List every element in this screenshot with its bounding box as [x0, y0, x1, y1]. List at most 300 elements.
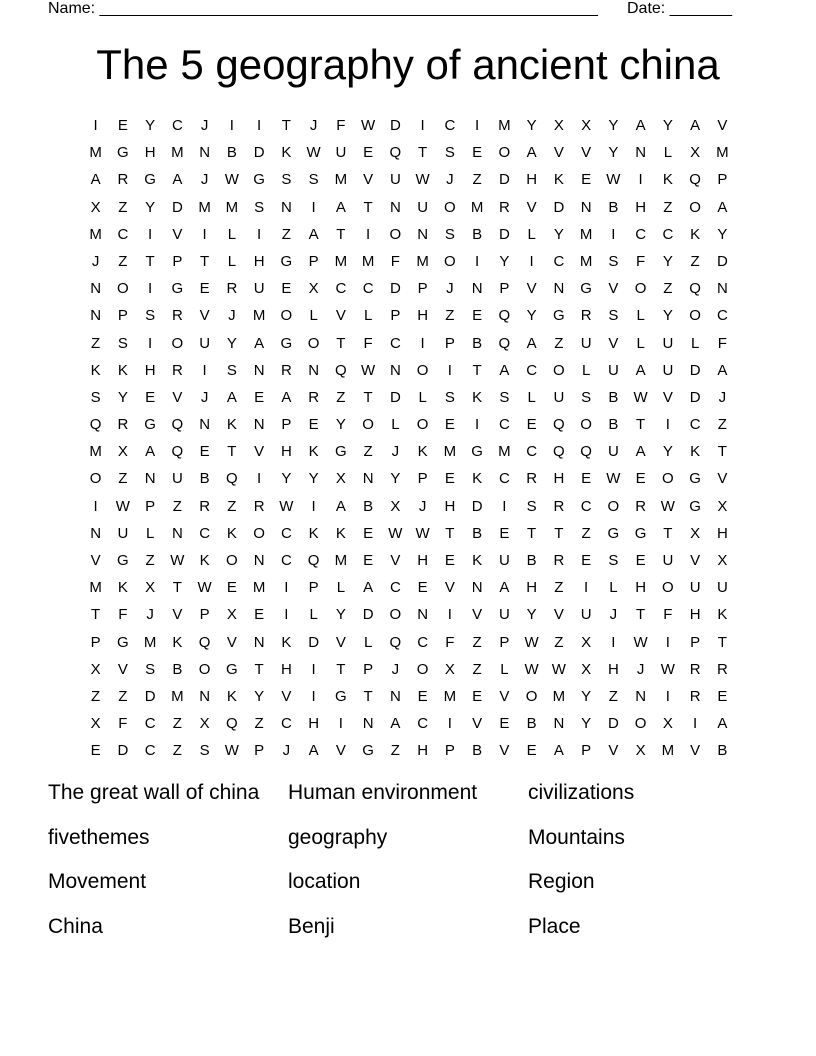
grid-letter: B	[226, 144, 237, 162]
grid-letter: W	[224, 742, 239, 760]
grid-letter: F	[636, 252, 646, 270]
letter-grid	[82, 112, 736, 765]
grid-letter: C	[716, 307, 728, 325]
grid-letter: V	[226, 633, 237, 651]
grid-letter: E	[117, 117, 128, 134]
grid-letter: O	[198, 660, 211, 678]
word-bank-item: Region	[528, 870, 595, 894]
grid-letter: T	[636, 606, 646, 624]
grid-letter: K	[690, 443, 701, 461]
grid-letter: S	[608, 252, 619, 270]
grid-letter: I	[284, 606, 289, 624]
grid-letter: A	[145, 443, 156, 461]
grid-letter: Q	[498, 334, 511, 352]
grid-letter: Z	[390, 742, 400, 760]
grid-letter: I	[529, 252, 534, 270]
grid-letter: P	[417, 280, 428, 298]
grid-letter: V	[526, 198, 537, 216]
grid-letter: W	[306, 144, 321, 162]
grid-letter: W	[170, 552, 185, 569]
grid-letter: Z	[663, 280, 673, 298]
grid-letter: P	[199, 606, 210, 624]
grid-letter: N	[253, 416, 265, 434]
grid-letter: K	[417, 443, 428, 461]
grid-letter: K	[662, 171, 673, 189]
grid-letter: E	[199, 443, 210, 461]
grid-letter: Q	[498, 307, 511, 325]
grid-letter: O	[580, 416, 592, 434]
grid-letter: B	[608, 388, 619, 406]
grid-letter: X	[117, 443, 128, 461]
grid-letter: R	[226, 280, 238, 298]
grid-letter: X	[717, 497, 728, 515]
grid-letter: L	[227, 225, 237, 243]
grid-letter: X	[662, 715, 673, 733]
grid-letter: M	[498, 117, 511, 134]
grid-letter: L	[391, 416, 400, 434]
word-bank-row	[48, 823, 788, 868]
grid-letter: N	[389, 687, 401, 705]
grid-letter: I	[665, 416, 670, 434]
grid-letter: C	[335, 280, 347, 298]
grid-letter: K	[717, 606, 728, 624]
grid-letter: T	[363, 198, 373, 216]
grid-letter: E	[581, 171, 592, 189]
grid-letter: B	[472, 742, 483, 760]
grid-letter: N	[280, 198, 292, 216]
grid-letter: O	[525, 687, 538, 705]
grid-letter: V	[117, 660, 128, 678]
grid-letter: I	[93, 117, 98, 134]
grid-letter: O	[444, 252, 456, 270]
grid-letter: Z	[690, 252, 700, 270]
grid-letter: A	[635, 361, 646, 379]
grid-letter: K	[281, 633, 292, 651]
grid-letter: I	[148, 280, 153, 298]
grid-letter: T	[717, 633, 727, 651]
grid-letter: P	[690, 633, 701, 651]
grid-letter: Q	[198, 633, 211, 651]
grid-letter: D	[389, 280, 401, 298]
grid-letter: R	[580, 307, 592, 325]
grid-letter: K	[472, 388, 483, 406]
grid-letter: E	[472, 687, 483, 705]
grid-letter: C	[689, 416, 701, 434]
grid-letter: P	[717, 171, 728, 189]
grid-letter: E	[308, 416, 319, 434]
grid-letter: L	[609, 579, 618, 597]
grid-letter: E	[444, 470, 455, 488]
grid-letter: L	[690, 334, 700, 352]
grid-letter: A	[717, 715, 728, 733]
grid-letter: N	[716, 280, 728, 298]
grid-letter: X	[90, 198, 101, 216]
grid-letter: M	[498, 443, 511, 461]
grid-letter: W	[524, 660, 539, 678]
grid-letter: V	[281, 687, 292, 705]
grid-letter: Z	[118, 687, 128, 705]
grid-letter: U	[417, 198, 429, 216]
grid-letter: W	[361, 117, 376, 134]
grid-letter: W	[660, 497, 675, 515]
grid-letter: E	[226, 579, 237, 597]
grid-letter: O	[362, 416, 374, 434]
grid-letter: S	[444, 388, 455, 406]
grid-letter: P	[444, 334, 455, 352]
grid-letter: C	[662, 225, 674, 243]
grid-letter: T	[663, 524, 673, 542]
grid-letter: S	[145, 307, 156, 325]
grid-letter: M	[579, 225, 593, 243]
grid-letter: V	[717, 470, 728, 488]
grid-letter: Z	[472, 633, 482, 651]
grid-letter: S	[444, 144, 455, 162]
grid-letter: D	[253, 144, 265, 162]
grid-letter: J	[282, 742, 291, 760]
grid-letter: M	[470, 198, 484, 216]
grid-letter: J	[200, 171, 209, 189]
grid-letter: S	[308, 171, 319, 189]
grid-letter: I	[93, 497, 98, 515]
grid-letter: P	[444, 742, 455, 760]
grid-letter: I	[366, 225, 371, 243]
grid-letter: T	[636, 416, 646, 434]
grid-letter: M	[143, 633, 157, 651]
grid-letter: J	[309, 117, 318, 134]
grid-letter: H	[417, 552, 429, 569]
grid-letter: Z	[445, 307, 455, 325]
grid-letter: Q	[389, 144, 402, 162]
grid-letter: B	[472, 524, 483, 542]
grid-letter: A	[499, 579, 510, 597]
grid-letter: T	[363, 388, 373, 406]
grid-letter: G	[280, 252, 293, 270]
grid-letter: R	[280, 361, 292, 379]
grid-letter: Y	[145, 117, 156, 134]
grid-letter: U	[199, 334, 211, 352]
grid-letter: N	[199, 416, 211, 434]
grid-letter: Q	[171, 443, 184, 461]
grid-letter: X	[90, 715, 101, 733]
grid-letter: U	[498, 606, 510, 624]
grid-letter: A	[254, 334, 265, 352]
grid-letter: X	[226, 606, 237, 624]
grid-letter: G	[362, 742, 374, 760]
grid-row	[82, 248, 736, 275]
grid-letter: H	[280, 443, 292, 461]
grid-letter: U	[662, 361, 674, 379]
grid-row	[82, 275, 736, 302]
grid-letter: Z	[717, 416, 727, 434]
grid-letter: Z	[145, 552, 155, 569]
grid-letter: L	[663, 144, 673, 162]
grid-letter: C	[553, 252, 565, 270]
grid-letter: I	[611, 633, 616, 651]
grid-row	[82, 221, 736, 248]
grid-letter: M	[443, 443, 457, 461]
grid-letter: Y	[662, 443, 673, 461]
grid-letter: L	[636, 334, 645, 352]
grid-letter: R	[526, 470, 538, 488]
grid-letter: N	[171, 524, 183, 542]
grid-letter: I	[229, 117, 234, 134]
grid-letter: R	[716, 660, 728, 678]
word-bank-item: Mountains	[528, 825, 625, 849]
grid-letter: J	[418, 497, 427, 515]
word-bank-item: China	[48, 915, 103, 939]
grid-letter: C	[444, 117, 456, 134]
grid-letter: Y	[662, 117, 673, 134]
grid-letter: T	[227, 443, 237, 461]
word-bank-row	[48, 912, 788, 957]
grid-letter: T	[172, 579, 182, 597]
grid-letter: K	[117, 579, 128, 597]
grid-letter: E	[363, 144, 374, 162]
grid-letter: O	[689, 307, 701, 325]
grid-letter: S	[526, 497, 537, 515]
grid-letter: N	[417, 606, 429, 624]
grid-letter: W	[115, 497, 130, 515]
grid-letter: V	[199, 307, 210, 325]
grid-letter: K	[335, 524, 346, 542]
grid-letter: X	[690, 524, 701, 542]
grid-letter: P	[254, 742, 265, 760]
grid-letter: E	[444, 552, 455, 569]
grid-letter: O	[117, 280, 129, 298]
grid-letter: U	[335, 144, 347, 162]
grid-letter: T	[418, 144, 428, 162]
grid-letter: N	[90, 280, 102, 298]
grid-letter: R	[199, 497, 211, 515]
grid-letter: I	[311, 687, 316, 705]
grid-letter: H	[417, 307, 429, 325]
grid-letter: F	[445, 633, 455, 651]
grid-letter: L	[636, 307, 645, 325]
grid-letter: W	[415, 171, 430, 189]
grid-letter: X	[145, 579, 156, 597]
grid-letter: U	[662, 552, 674, 569]
grid-letter: R	[635, 497, 647, 515]
grid-letter: W	[551, 660, 566, 678]
grid-letter: G	[280, 334, 293, 352]
grid-letter: L	[363, 307, 373, 325]
grid-letter: Y	[662, 307, 673, 325]
grid-letter: Z	[118, 252, 128, 270]
grid-letter: X	[444, 660, 455, 678]
grid-letter: K	[281, 144, 292, 162]
grid-letter: H	[144, 144, 156, 162]
grid-letter: W	[279, 497, 294, 515]
grid-letter: I	[447, 606, 452, 624]
grid-letter: Y	[717, 225, 728, 243]
grid-letter: B	[608, 198, 619, 216]
grid-letter: N	[362, 470, 374, 488]
grid-letter: O	[307, 334, 320, 352]
grid-letter: Z	[363, 443, 373, 461]
grid-letter: M	[416, 252, 429, 270]
grid-letter: G	[471, 443, 483, 461]
grid-letter: H	[689, 606, 701, 624]
grid-letter: C	[199, 524, 211, 542]
grid-letter: B	[472, 334, 483, 352]
header	[48, 0, 748, 20]
grid-letter: E	[526, 416, 537, 434]
grid-letter: J	[609, 606, 618, 624]
grid-letter: W	[524, 633, 539, 651]
grid-letter: T	[445, 524, 455, 542]
grid-letter: Q	[553, 416, 565, 434]
grid-letter: Y	[581, 687, 592, 705]
grid-letter: M	[252, 579, 266, 597]
grid-letter: X	[199, 715, 210, 733]
grid-letter: R	[308, 388, 320, 406]
grid-letter: J	[228, 307, 236, 325]
grid-letter: G	[117, 552, 129, 569]
grid-letter: I	[257, 470, 262, 488]
grid-letter: X	[335, 470, 346, 488]
grid-letter: V	[335, 307, 346, 325]
grid-letter: I	[475, 252, 480, 270]
grid-letter: E	[363, 524, 374, 542]
grid-letter: T	[336, 660, 346, 678]
grid-letter: Y	[335, 606, 346, 624]
grid-row	[82, 656, 736, 683]
grid-letter: H	[607, 660, 619, 678]
grid-row	[82, 629, 736, 656]
grid-letter: M	[361, 252, 375, 270]
grid-letter: G	[335, 443, 347, 461]
grid-letter: S	[444, 225, 455, 243]
grid-letter: S	[145, 660, 156, 678]
grid-letter: C	[280, 715, 292, 733]
grid-letter: L	[309, 307, 318, 325]
grid-letter: Q	[226, 470, 238, 488]
grid-letter: I	[311, 198, 316, 216]
grid-letter: Z	[172, 715, 182, 733]
grid-letter: I	[202, 225, 207, 243]
date-field: Date: _______	[627, 0, 732, 17]
grid-letter: U	[253, 280, 265, 298]
word-bank	[48, 778, 788, 957]
grid-letter: V	[172, 606, 183, 624]
grid-letter: Z	[581, 524, 591, 542]
grid-letter: V	[472, 715, 483, 733]
grid-letter: N	[389, 198, 401, 216]
grid-letter: Q	[335, 361, 347, 379]
grid-letter: V	[608, 334, 619, 352]
grid-letter: W	[197, 579, 212, 597]
grid-letter: D	[471, 497, 483, 515]
grid-row	[82, 601, 736, 628]
grid-letter: T	[472, 361, 482, 379]
grid-letter: A	[90, 171, 101, 189]
grid-letter: N	[635, 687, 647, 705]
grid-letter: V	[444, 579, 455, 597]
grid-letter: X	[717, 552, 728, 569]
grid-letter: S	[199, 742, 210, 760]
grid-letter: T	[145, 252, 155, 270]
grid-letter: P	[117, 307, 128, 325]
grid-letter: V	[172, 225, 183, 243]
grid-letter: O	[226, 552, 238, 569]
grid-letter: Y	[390, 470, 401, 488]
grid-letter: Y	[254, 687, 265, 705]
grid-letter: U	[498, 552, 510, 569]
grid-letter: C	[389, 579, 401, 597]
grid-letter: Z	[336, 388, 346, 406]
grid-letter: G	[144, 416, 156, 434]
grid-letter: D	[607, 715, 619, 733]
grid-letter: O	[553, 361, 565, 379]
grid-letter: O	[662, 470, 674, 488]
grid-row	[82, 574, 736, 601]
grid-letter: E	[499, 524, 510, 542]
grid-letter: N	[144, 470, 156, 488]
word-bank-item: Benji	[288, 915, 335, 939]
grid-letter: K	[308, 524, 319, 542]
grid-letter: W	[633, 388, 648, 406]
grid-letter: M	[252, 307, 266, 325]
grid-letter: E	[254, 606, 265, 624]
grid-letter: I	[693, 715, 698, 733]
word-bank-item: geography	[288, 825, 388, 849]
grid-letter: M	[661, 742, 675, 760]
grid-letter: D	[689, 388, 701, 406]
grid-letter: G	[117, 144, 129, 162]
grid-letter: Y	[499, 252, 510, 270]
grid-letter: Y	[281, 470, 292, 488]
word-bank-item: Place	[528, 915, 581, 939]
grid-letter: C	[417, 715, 429, 733]
grid-letter: I	[311, 660, 316, 678]
grid-letter: K	[117, 361, 128, 379]
grid-letter: N	[389, 361, 401, 379]
grid-letter: K	[472, 552, 483, 569]
grid-letter: Z	[227, 497, 237, 515]
grid-letter: C	[498, 470, 510, 488]
grid-letter: N	[471, 280, 483, 298]
grid-letter: Z	[608, 687, 618, 705]
grid-letter: A	[363, 579, 374, 597]
grid-letter: P	[390, 307, 401, 325]
grid-letter: E	[581, 470, 592, 488]
grid-letter: Z	[91, 334, 101, 352]
grid-letter: N	[253, 633, 265, 651]
grid-letter: I	[584, 579, 589, 597]
grid-letter: B	[363, 497, 374, 515]
grid-letter: U	[662, 334, 674, 352]
grid-letter: F	[118, 715, 128, 733]
grid-letter: H	[635, 198, 647, 216]
grid-letter: J	[391, 660, 400, 678]
grid-letter: X	[690, 144, 701, 162]
grid-letter: H	[553, 470, 565, 488]
grid-letter: D	[553, 198, 565, 216]
grid-letter: T	[363, 687, 373, 705]
grid-letter: V	[690, 552, 701, 569]
grid-letter: R	[253, 497, 265, 515]
grid-letter: I	[638, 171, 643, 189]
grid-letter: F	[118, 606, 128, 624]
grid-letter: D	[308, 633, 320, 651]
grid-letter: Y	[553, 225, 564, 243]
grid-letter: K	[553, 171, 564, 189]
grid-letter: N	[90, 524, 102, 542]
grid-letter: M	[334, 552, 348, 569]
grid-letter: U	[716, 579, 728, 597]
grid-letter: V	[390, 552, 401, 569]
grid-letter: B	[717, 742, 728, 760]
